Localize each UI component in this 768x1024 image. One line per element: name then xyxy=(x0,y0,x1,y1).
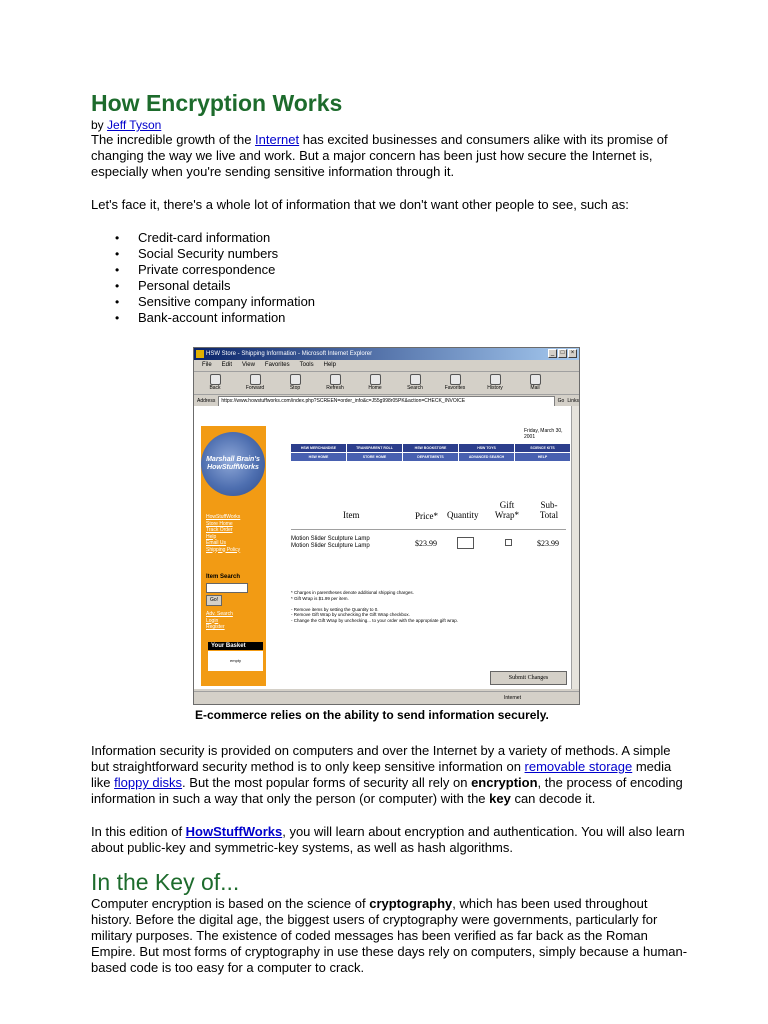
note-line: - Remove items by setting the Quantity to 0. xyxy=(291,606,379,612)
tool-label: Home xyxy=(368,385,382,391)
tool-label: Search xyxy=(407,385,423,391)
back-icon xyxy=(210,374,221,385)
bullet-glyph: • xyxy=(115,231,120,245)
window-title: HSW Store - Shipping Information - Microsoft Internet Explorer xyxy=(206,351,373,357)
cart-divider xyxy=(291,529,566,530)
p3-text: media like xyxy=(91,759,672,790)
bullet-glyph: • xyxy=(115,247,120,261)
item-search-input[interactable] xyxy=(206,583,248,593)
figure-caption: E-commerce relies on the ability to send information securely. xyxy=(195,708,549,722)
logo-text: Marshall Brain's HowStuffWorks xyxy=(206,456,260,471)
menu-view[interactable]: View xyxy=(242,362,255,368)
encryption-term: encryption xyxy=(471,775,538,790)
sidebar-link[interactable]: Register xyxy=(206,624,225,630)
bullet-glyph: • xyxy=(115,311,120,325)
sensitive-info-list xyxy=(91,230,691,326)
vertical-scrollbar[interactable] xyxy=(571,406,579,689)
floppy-disks-link[interactable]: floppy disks xyxy=(114,775,183,790)
nav-item[interactable]: ADVANCED SEARCH xyxy=(459,453,515,461)
basket-body: empty xyxy=(208,651,263,671)
sidebar-link[interactable]: HowStuffWorks xyxy=(206,514,241,520)
forward-button[interactable] xyxy=(242,374,268,392)
history-icon xyxy=(490,374,501,385)
page-date: Friday, March 30, 2001 xyxy=(524,428,563,440)
tool-label: Stop xyxy=(289,385,301,391)
sidebar-link[interactable]: Track Order xyxy=(206,527,233,533)
p3-text: Information security is provided on computers and over the Internet by a variety of methods. A simple but straightforward security method is to only keep sensitive information on xyxy=(91,743,671,774)
hsw-logo[interactable] xyxy=(201,432,265,496)
ie-page-content xyxy=(194,406,574,689)
favorites-button[interactable] xyxy=(442,374,468,392)
store-nav-row-1 xyxy=(291,444,571,452)
cryptography-term: cryptography xyxy=(369,896,453,911)
p4-text: In this edition of xyxy=(91,824,186,839)
nav-item[interactable]: HELP xyxy=(515,453,571,461)
internet-link[interactable]: Internet xyxy=(255,132,300,147)
links-button[interactable]: Links xyxy=(567,398,579,404)
list-item-text: Sensitive company information xyxy=(138,294,316,309)
list-item xyxy=(91,246,691,262)
home-button[interactable] xyxy=(362,374,388,392)
cart-subtotal: $23.99 xyxy=(537,539,559,548)
p1-text-a: The incredible growth of the xyxy=(91,132,256,147)
col-price: Price* xyxy=(415,511,438,521)
paragraph-face-it: Let's face it, there's a whole lot of information that we don't want other people to see, such as: xyxy=(91,197,629,212)
article-continued xyxy=(91,743,691,976)
status-bar xyxy=(194,691,579,704)
go-button[interactable]: Go xyxy=(557,398,565,404)
removable-storage-link[interactable]: removable storage xyxy=(524,759,633,774)
sidebar-links xyxy=(206,514,264,553)
nav-item[interactable]: HSW TOYS xyxy=(459,444,515,452)
tool-label: Back xyxy=(209,385,221,391)
nav-item[interactable]: HSW BOOKSTORE xyxy=(403,444,459,452)
refresh-icon xyxy=(330,374,341,385)
list-item-text: Credit-card information xyxy=(138,230,271,245)
paragraph-security xyxy=(91,743,691,807)
quantity-input[interactable] xyxy=(457,537,474,549)
nav-item[interactable]: STORE HOME xyxy=(347,453,403,461)
store-nav-row-2 xyxy=(291,453,571,461)
p3-text: , the process of encoding information in such a way that only the person (or computer) with the xyxy=(91,775,683,806)
p3-text: can decode it. xyxy=(510,791,596,806)
paragraph-edition xyxy=(91,824,691,856)
tool-label: Mail xyxy=(530,385,540,391)
p5-text: , which has been used throughout history. Before the digital age, the biggest users of cryptography were governments, particularly for military purposes. The existence of coded messages has been verified as far back as the Roman Empire. But most forms of cryptography in use these days rely on computers, simply because a human-based code is too easy for a computer to crack. xyxy=(91,896,688,975)
nav-item[interactable]: HSW HOME xyxy=(291,453,347,461)
history-button[interactable] xyxy=(482,374,508,392)
key-term: key xyxy=(489,791,511,806)
window-controls xyxy=(548,349,577,358)
list-item-text: Bank-account information xyxy=(138,310,286,325)
sidebar-link[interactable]: Help xyxy=(206,533,217,540)
list-item xyxy=(91,278,691,294)
p3-text: . But the most popular forms of security all rely on xyxy=(182,775,472,790)
note-line: * Charges in parentheses denote additional shipping charges. xyxy=(291,590,414,595)
cart-items xyxy=(291,536,370,550)
paragraph-cryptography xyxy=(91,896,691,976)
home-icon xyxy=(370,374,381,385)
byline xyxy=(91,118,691,132)
nav-item[interactable]: HSW MERCHANDISE xyxy=(291,444,347,452)
search-icon xyxy=(410,374,421,385)
mail-icon xyxy=(530,374,541,385)
favorites-icon xyxy=(450,374,461,385)
item-search-go-button[interactable]: Go! xyxy=(206,595,222,606)
list-item xyxy=(91,294,691,310)
menu-edit[interactable]: Edit xyxy=(221,362,233,368)
address-input[interactable]: https://www.howstuffworks.com/index.php?SCREEN=order_info&c=J55g998r05PK&action=CHECK_INVOICE xyxy=(218,396,554,407)
ie-menubar xyxy=(194,360,579,372)
sidebar-link[interactable]: Store Home xyxy=(206,520,233,527)
nav-item[interactable]: SCIENCE KITS xyxy=(515,444,571,452)
cart-price: $23.99 xyxy=(415,539,437,548)
paragraph-intro xyxy=(91,132,691,180)
bullet-glyph: • xyxy=(115,295,120,309)
cart-notes xyxy=(291,590,561,623)
note-line: - Change the Gift Wrap by unchecking... to your order with the appropriate gift wrap. xyxy=(291,617,459,623)
status-zone: Internet xyxy=(504,695,521,701)
cart-item-name[interactable]: Motion Slider Sculpture Lamp xyxy=(291,536,370,542)
list-item-text: Private correspondence xyxy=(138,262,276,277)
col-subtotal: Sub-Total xyxy=(539,500,559,520)
menu-favorites[interactable]: Favorites xyxy=(264,362,290,368)
tool-label: History xyxy=(487,385,503,391)
menu-help[interactable]: Help xyxy=(323,362,336,368)
sidebar-link[interactable]: Email Us xyxy=(206,540,227,546)
ie-toolbar xyxy=(194,372,579,395)
search-button[interactable] xyxy=(402,374,428,392)
list-item xyxy=(91,262,691,278)
refresh-button[interactable] xyxy=(322,374,348,392)
address-label: Address xyxy=(197,398,216,404)
tool-label: Forward xyxy=(245,385,265,391)
list-item-text: Personal details xyxy=(138,278,231,293)
tool-label: Refresh xyxy=(326,385,344,391)
minimize-icon[interactable]: _ xyxy=(548,349,557,358)
gift-wrap-checkbox[interactable] xyxy=(505,539,512,546)
ie-icon xyxy=(196,350,204,358)
back-button[interactable] xyxy=(202,374,228,392)
forward-icon xyxy=(250,374,261,385)
menu-file[interactable]: File xyxy=(202,362,212,368)
basket-title: Your Basket xyxy=(208,642,263,650)
section-title: In the Key of... xyxy=(91,869,240,895)
sidebar-link[interactable]: Shipping Policy xyxy=(206,546,241,553)
cart-item-name[interactable]: Motion Slider Sculpture Lamp xyxy=(291,543,370,549)
note-line: * Gift Wrap is $1.99 per item. xyxy=(291,595,349,601)
howstuffworks-link[interactable]: HowStuffWorks xyxy=(185,824,283,839)
menu-tools[interactable]: Tools xyxy=(299,362,314,368)
tool-label: Favorites xyxy=(444,385,466,391)
sidebar-links-2 xyxy=(206,611,233,631)
maximize-icon[interactable]: □ xyxy=(558,349,567,358)
item-search-label: Item Search xyxy=(206,574,241,580)
article-title: How Encryption Works xyxy=(91,90,343,116)
p1-text-b: has excited businesses and consumers alike with its promise of changing the way we live and work. But a major concern has been just how secure the Internet is, especially when you're sending sensitive information through it. xyxy=(91,132,668,179)
nav-item[interactable]: DEPARTMENTS xyxy=(403,453,459,461)
col-gift-wrap: Gift Wrap* xyxy=(494,500,520,520)
list-item xyxy=(91,230,691,246)
p4-text: , you will learn about encryption and authentication. You will also learn about public-key and symmetric-key systems, as well as hash algorithms. xyxy=(91,824,685,855)
col-quantity: Quantity xyxy=(447,510,479,520)
list-item-text: Social Security numbers xyxy=(138,246,279,261)
nav-item[interactable]: TRANSPARENT ROLL xyxy=(347,444,403,452)
stop-button[interactable] xyxy=(282,374,308,392)
col-item: Item xyxy=(343,510,360,520)
ecommerce-screenshot xyxy=(193,347,580,705)
stop-icon xyxy=(290,374,301,385)
p5-text: Computer encryption is based on the science of xyxy=(91,896,370,911)
close-icon[interactable]: × xyxy=(568,349,577,358)
sidebar-link[interactable]: Login xyxy=(206,617,219,624)
cart-header xyxy=(291,498,566,526)
note-line: - Remove Gift Wrap by unchecking the Gift Wrap checkbox. xyxy=(291,612,410,617)
mail-button[interactable] xyxy=(522,374,548,392)
sidebar-link[interactable]: Adv. Search xyxy=(206,611,233,617)
author-link[interactable]: Jeff Tyson xyxy=(107,118,162,132)
ie-titlebar xyxy=(194,348,579,360)
byline-prefix: by xyxy=(91,118,104,132)
list-item xyxy=(91,310,691,326)
article xyxy=(91,88,691,326)
bullet-glyph: • xyxy=(115,263,120,277)
bullet-glyph: • xyxy=(115,279,120,293)
submit-changes-button[interactable]: Submit Changes xyxy=(490,671,567,685)
